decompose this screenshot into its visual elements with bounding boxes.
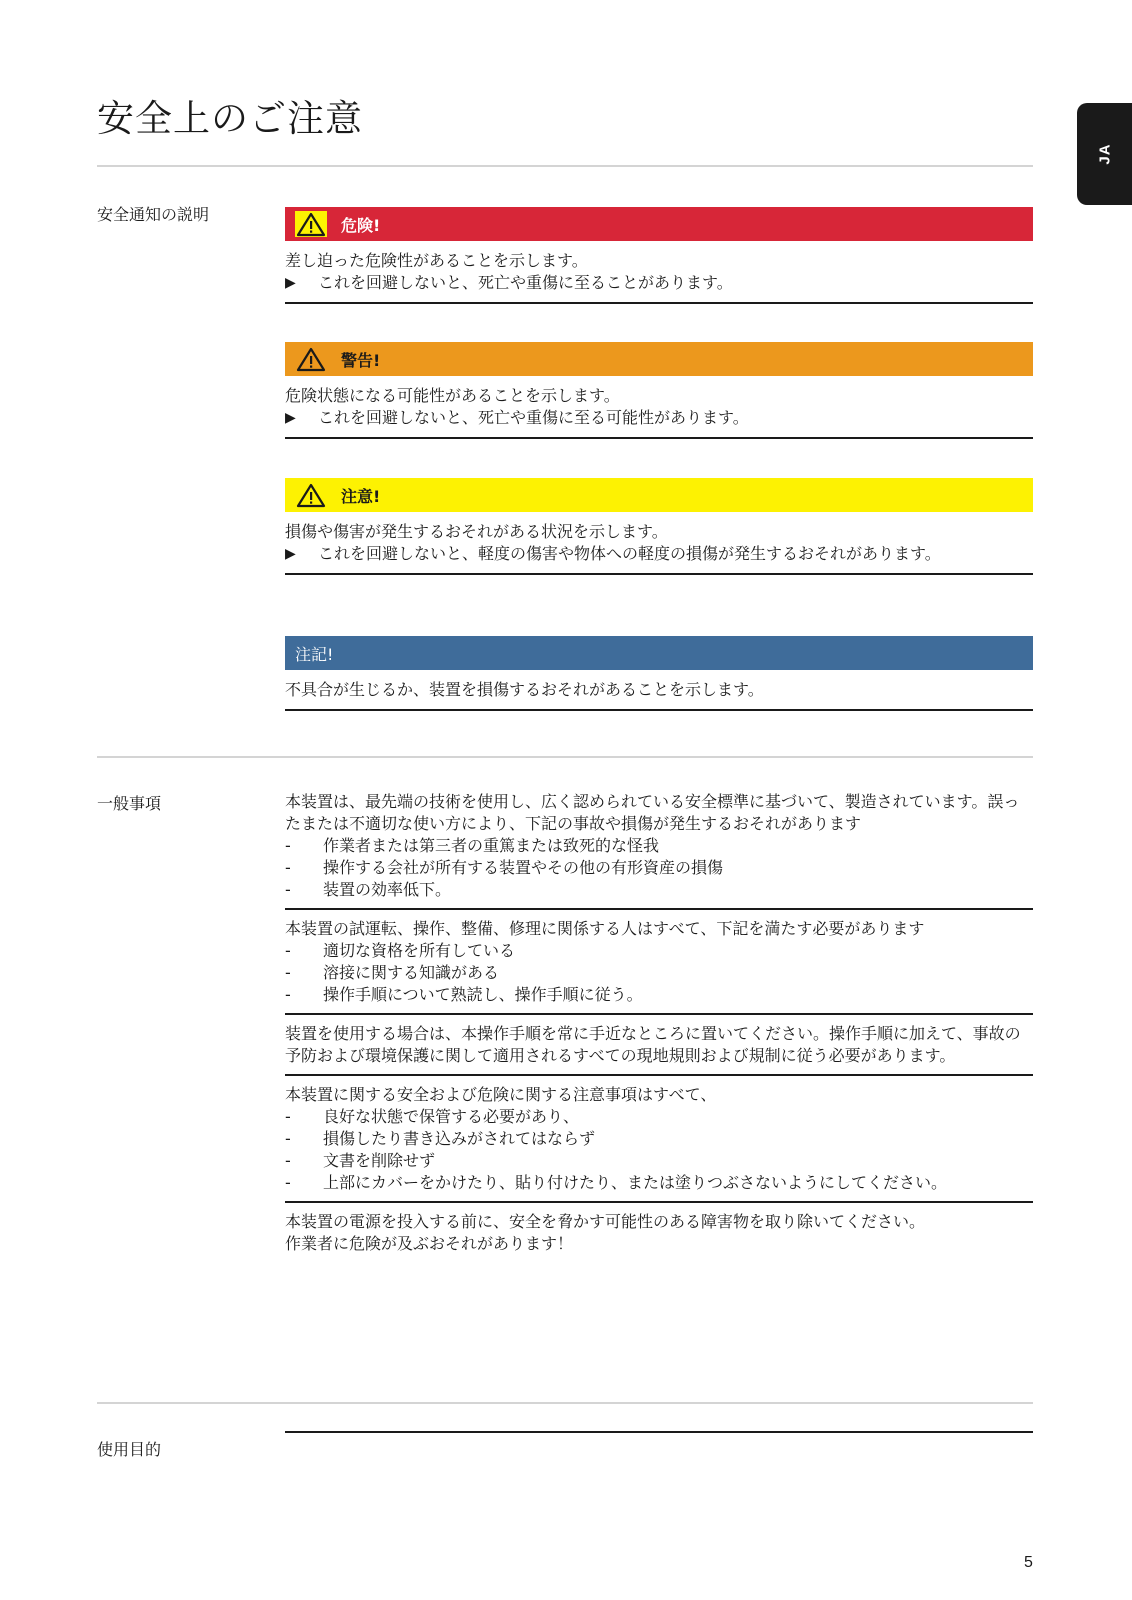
- caution-heading: 注意!: [341, 486, 381, 506]
- general-block-4-intro: 本装置に関する安全および危険に関する注意事項はすべて、: [285, 1085, 717, 1104]
- list-item: 操作手順について熟読し、操作手順に従う。: [323, 985, 643, 1004]
- section-divider: [97, 1402, 1033, 1404]
- arrow-bullet-icon: ▶: [285, 410, 296, 426]
- note-heading: 注記!: [295, 644, 334, 664]
- danger-consequence: これを回避しないと、死亡や重傷に至ることがあります。: [318, 273, 733, 292]
- list-item: 上部にカバーをかけたり、貼り付けたり、または塗りつぶさないようにしてください。: [323, 1173, 948, 1192]
- list-item: 良好な状態で保管する必要があり、: [323, 1107, 580, 1126]
- section-label-intended-use: 使用目的: [97, 1440, 162, 1459]
- section-label-general: 一般事項: [97, 794, 162, 813]
- warning-heading: 警告!: [341, 350, 381, 370]
- general-content: [285, 791, 1033, 1262]
- note-banner: [285, 636, 1033, 670]
- notice-danger: [285, 207, 1033, 304]
- list-item: 作業者または第三者の重篤または致死的な怪我: [323, 836, 660, 855]
- general-block-2: 本装置の試運転、操作、整備、修理に関係する人はすべて、下記を満たす必要があります - 適切な資格を所有している - 溶接に関する知識がある - 操作手順について熟読し、操作手順に従う。: [285, 910, 1033, 1015]
- caution-description: 損傷や傷害が発生するおそれがある状況を示します。: [285, 522, 668, 541]
- list-item: 操作する会社が所有する装置やその他の有形資産の損傷: [323, 858, 724, 877]
- caution-consequence: これを回避しないと、軽度の傷害や物体への軽度の損傷が発生するおそれがあります。: [318, 544, 941, 563]
- caution-banner: [285, 478, 1033, 512]
- warning-triangle-icon: [295, 346, 327, 372]
- arrow-bullet-icon: ▶: [285, 275, 296, 291]
- page-title: 安全上のご注意: [97, 97, 363, 140]
- danger-banner: [285, 207, 1033, 241]
- list-item: 溶接に関する知識がある: [323, 963, 500, 982]
- section-divider: [97, 165, 1033, 167]
- notice-warning: [285, 342, 1033, 439]
- list-item: 文書を削除せず: [323, 1151, 436, 1170]
- warning-consequence: これを回避しないと、死亡や重傷に至る可能性があります。: [318, 408, 749, 427]
- danger-heading: 危険!: [341, 215, 381, 235]
- general-block-1-intro: 本装置は、最先端の技術を使用し、広く認められている安全標準に基づいて、製造されています。誤ったまたは不適切な使い方により、下記の事故や損傷が発生するおそれがあります: [285, 792, 1020, 833]
- general-block-4: 本装置に関する安全および危険に関する注意事項はすべて、 - 良好な状態で保管する必要があり、 - 損傷したり書き込みがされてはならず - 文書を削除せず - 上部にカバーをかけたり、貼り付けたり、または塗りつぶさないようにしてください。: [285, 1076, 1033, 1203]
- note-description: 不具合が生じるか、装置を損傷するおそれがあることを示します。: [285, 680, 764, 699]
- list-item: 装置の効率低下。: [323, 880, 452, 899]
- list-item: 損傷したり書き込みがされてはならず: [323, 1129, 596, 1148]
- warning-triangle-icon: [295, 482, 327, 508]
- intended-use-rule: [285, 1431, 1033, 1433]
- warning-description: 危険状態になる可能性があることを示します。: [285, 386, 620, 405]
- section-divider: [97, 756, 1033, 758]
- notice-note: [285, 636, 1033, 711]
- section-label-safety-notices: 安全通知の説明: [97, 205, 210, 224]
- general-block-5-line2: 作業者に危険が及ぶおそれがあります！: [285, 1234, 574, 1253]
- language-tab-label: JA: [1096, 143, 1113, 165]
- general-block-3: [285, 1015, 1033, 1076]
- list-item: 適切な資格を所有している: [323, 941, 516, 960]
- arrow-bullet-icon: ▶: [285, 546, 296, 562]
- warning-banner: [285, 342, 1033, 376]
- general-block-5: [285, 1203, 1033, 1262]
- notice-caution: [285, 478, 1033, 575]
- general-block-3-text: 装置を使用する場合は、本操作手順を常に手近なところに置いてください。操作手順に加えて、事故の予防および環境保護に関して適用されるすべての現地規則および規制に従う必要があります。: [285, 1024, 1021, 1065]
- general-block-5-line1: 本装置の電源を投入する前に、安全を脅かす可能性のある障害物を取り除いてください。: [285, 1212, 926, 1231]
- danger-description: 差し迫った危険性があることを示します。: [285, 251, 588, 270]
- page-number: 5: [1024, 1554, 1033, 1571]
- warning-triangle-icon: [295, 211, 327, 237]
- general-block-1: 本装置は、最先端の技術を使用し、広く認められている安全標準に基づいて、製造されています。誤ったまたは不適切な使い方により、下記の事故や損傷が発生するおそれがあります - 作業者または第三者の重篤または致死的な怪我 - 操作する会社が所有する装置やその他の有形資産の損傷 - 装置の効率低下。: [285, 791, 1033, 910]
- general-block-2-intro: 本装置の試運転、操作、整備、修理に関係する人はすべて、下記を満たす必要があります: [285, 919, 925, 938]
- language-tab[interactable]: [1077, 103, 1132, 205]
